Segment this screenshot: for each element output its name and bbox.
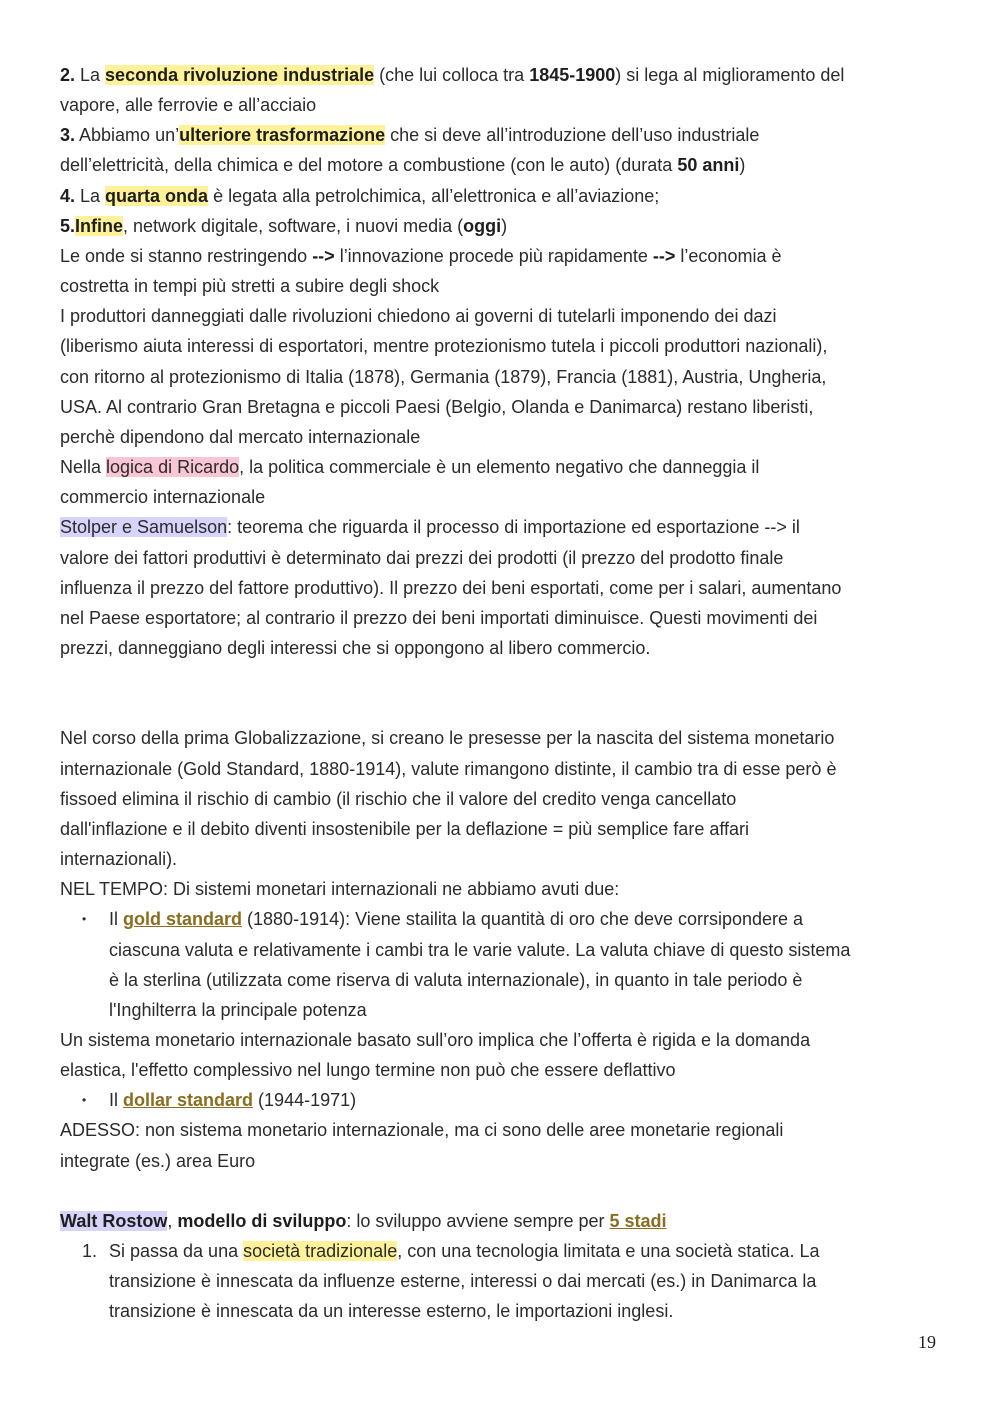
numbered-continuation: transizione è innescata da influenze esterne, interessi o dai mercati (es.) in Danimarca la [109,1271,817,1292]
text-run: l’innovazione procede più rapidamente [334,245,653,266]
highlighted-term: Infine [75,215,124,236]
text-run: , [167,1210,178,1231]
highlighted-term: Stolper e Samuelson [60,517,228,538]
text-run: è legata alla petrolchimica, all’elettronica e all’aviazione; [208,185,660,206]
paragraph-line: con ritorno al protezionismo di Italia (1878), Germania (1879), Francia (1881), Austria, Ungheria, [60,366,827,387]
bold-text: oggi [463,215,502,236]
paragraph-line [60,120,940,150]
paragraph-line: dall'inflazione e il debito diventi insostenibile per la deflazione = più semplice fare affari [60,818,750,839]
text-run: Abbiamo un’ [75,125,180,146]
text-run: , la politica commerciale è un elemento negativo che danneggia il [239,457,760,478]
text-run: La [75,65,106,85]
text-run: (che lui colloca tra [374,65,530,85]
list-number: 5. [60,215,76,236]
arrow-symbol: --> [652,245,676,266]
text-run: l’economia è [675,245,782,266]
page-body [60,60,940,1327]
list-number: 2. [60,65,76,85]
text-run: (1944-1971) [253,1090,357,1111]
text-run: Le onde si stanno restringendo [60,245,313,266]
bold-text: modello di sviluppo [177,1210,347,1231]
bullet-icon: • [82,912,87,927]
text-run: ) [739,155,746,176]
text-run: Si passa da una [109,1241,244,1262]
paragraph-line: ADESSO: non sistema monetario internazionale, ma ci sono delle aree monetarie regionali [60,1120,784,1141]
blank-line [60,1176,940,1206]
list-number: 3. [60,125,76,146]
paragraph-line: integrate (es.) area Euro [60,1150,256,1171]
text-run: Il [109,1090,124,1111]
text-run: Nella [60,457,107,478]
paragraph-line: fissoed elimina il rischio di cambio (il rischio che il valore del credito venga cancellato [60,788,737,809]
paragraph-line: NEL TEMPO: Di sistemi monetari internazionali ne abbiamo avuti due: [60,879,620,900]
blank-line [60,693,940,723]
paragraph-line [60,241,940,271]
text-run: : teorema che riguarda il processo di importazione ed esportazione --> il [227,517,800,538]
text-run: (1880-1914): Viene stailita la quantità di oro che deve corrsipondere a [242,909,804,930]
paragraph-line [60,512,940,542]
bullet-continuation: ciascuna valuta e relativamente i cambi tra le varie valute. La valuta chiave di questo sistema [109,939,851,960]
text-run: Il [109,909,124,930]
text-run: dell’elettricità, della chimica e del motore a combustione (con le auto) (durata [60,155,678,176]
bullet-item [60,1085,940,1115]
arrow-symbol: --> [312,245,335,266]
five-stages-link[interactable]: 5 stadi [609,1210,667,1231]
paragraph-line: internazionale (Gold Standard, 1880-1914), valute rimangono distinte, il cambio tra di esse però è [60,758,837,779]
text-run: La [75,185,106,206]
paragraph-line [60,1206,940,1236]
bullet-continuation: l'Inghilterra la principale potenza [109,999,367,1020]
paragraph-line: Un sistema monetario internazionale basato sull’oro implica che l’offerta è rigida e la domanda [60,1029,811,1050]
list-number: 1. [82,1241,98,1262]
list-number: 4. [60,185,76,206]
paragraph-line: costretta in tempi più stretti a subire degli shock [60,276,440,297]
paragraph-line: elastica, l'effetto complessivo nel lungo termine non può che essere deflattivo [60,1060,676,1081]
highlighted-term: ulteriore trasformazione [179,125,386,146]
text-run: : lo sviluppo avviene sempre per [346,1210,610,1231]
paragraph-line [60,211,940,241]
gold-standard-link[interactable]: gold standard [123,909,243,930]
bullet-icon: • [82,1093,87,1108]
paragraph-line: influenza il prezzo del fattore produttivo). Il prezzo dei beni esportati, come per i salari, aumentano [60,577,842,598]
paragraph-line: nel Paese esportatore; al contrario il prezzo dei beni importati diminuisce. Questi movimenti dei [60,607,818,628]
highlighted-term: società tradizionale [243,1241,398,1262]
bold-text: 1845-1900 [529,65,616,85]
numbered-continuation: transizione è innescata da un interesse esterno, le importazioni inglesi. [109,1301,674,1322]
paragraph-line: I produttori danneggiati dalle rivoluzioni chiedono ai governi di tutelarli imponendo dei dazi [60,306,777,327]
paragraph-line: internazionali). [60,849,178,870]
text-run: che si deve all’introduzione dell’uso industriale [385,125,760,146]
text-run: , network digitale, software, i nuovi media ( [123,215,464,236]
blank-line [60,663,940,693]
bullet-item [60,904,940,934]
paragraph-line: prezzi, danneggiano degli interessi che si oppongono al libero commercio. [60,637,651,658]
paragraph-line [60,60,940,90]
highlighted-term: Walt Rostow [60,1210,168,1231]
dollar-standard-link[interactable]: dollar standard [123,1090,254,1111]
bold-text: 50 anni [677,155,740,176]
paragraph-line [60,150,940,180]
highlighted-term: seconda rivoluzione industriale [105,65,375,85]
bullet-continuation: è la sterlina (utilizzata come riserva di valuta internazionale), in quanto in tale periodo è [109,969,803,990]
highlighted-term: quarta onda [105,185,209,206]
paragraph-line: valore dei fattori produttivi è determinato dai prezzi dei prodotti (il prezzo del prodotto finale [60,547,784,568]
page-number: 19 [918,1332,936,1352]
paragraph-line: USA. Al contrario Gran Bretagna e piccoli Paesi (Belgio, Olanda e Danimarca) restano liberisti, [60,396,814,417]
numbered-item [60,1236,940,1266]
paragraph-line: commercio internazionale [60,487,266,508]
paragraph-line: Nel corso della prima Globalizzazione, si creano le presesse per la nascita del sistema monetario [60,728,835,749]
paragraph-line: perchè dipendono dal mercato internazionale [60,426,421,447]
paragraph-line: vapore, alle ferrovie e all’acciaio [60,95,317,116]
highlighted-term: logica di Ricardo [106,457,240,478]
paragraph-line [60,452,940,482]
paragraph-line: (liberismo aiuta interessi di esportatori, mentre protezionismo tutela i piccoli produttori nazionali), [60,336,828,357]
paragraph-line [60,181,940,211]
text-run: ) [501,215,508,236]
text-run: , con una tecnologia limitata e una società statica. La [397,1241,820,1262]
text-run: ) si lega al miglioramento del [615,65,845,85]
